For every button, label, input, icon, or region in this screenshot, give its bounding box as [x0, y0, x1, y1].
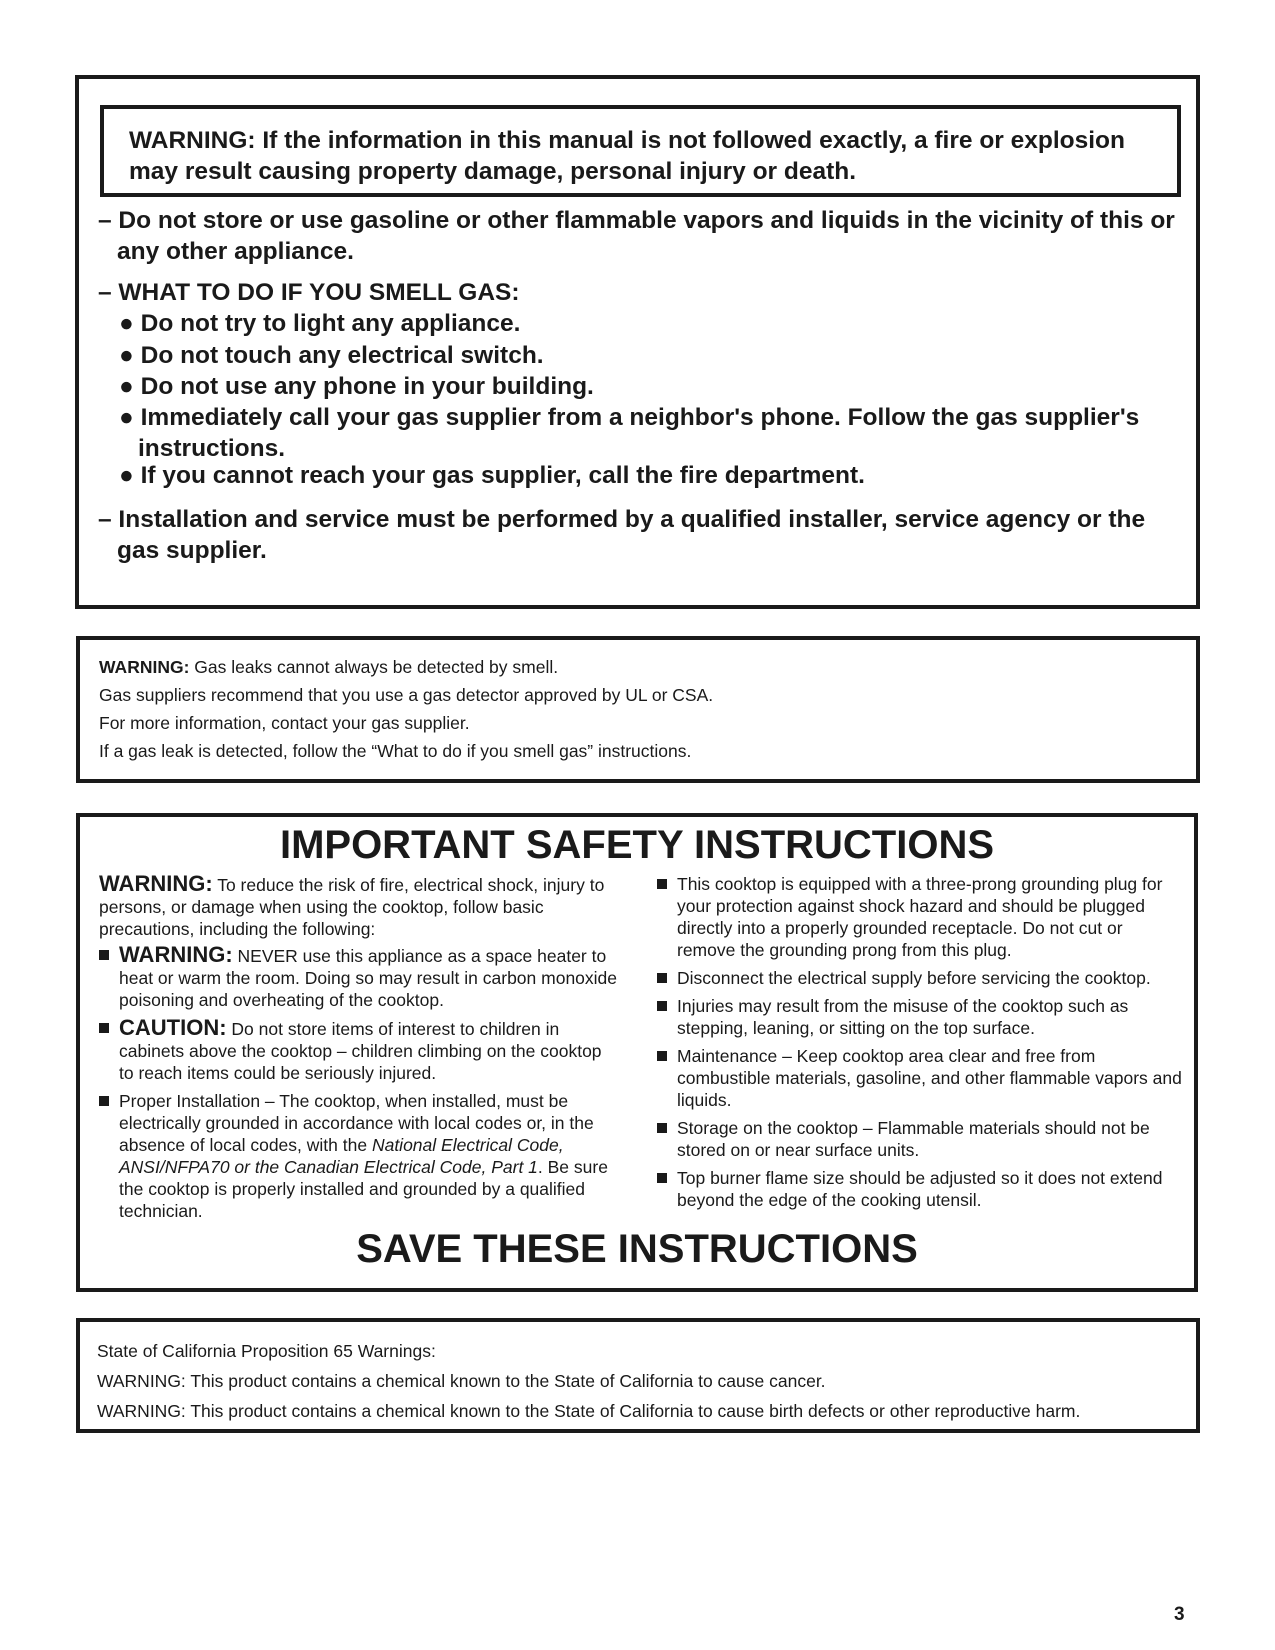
leak-warning-line: Gas suppliers recommend that you use a gas detector approved by UL or CSA.: [99, 685, 714, 705]
square-bullet-icon: [99, 950, 109, 960]
smell-gas-bullet: ● Do not try to light any appliance.: [119, 310, 521, 337]
smell-gas-bullet: ● If you cannot reach your gas supplier, call the fire department.: [119, 462, 865, 489]
smell-gas-bullet: ● Do not touch any electrical switch.: [119, 342, 544, 369]
smell-gas-heading: – WHAT TO DO IF YOU SMELL GAS:: [98, 279, 520, 306]
gas-warning-box: [75, 75, 1200, 609]
gas-warning-header-box: [100, 105, 1181, 197]
bullet-icon: ●: [119, 462, 134, 489]
leak-warning-line: WARNING: Gas leaks cannot always be detected by smell.: [99, 657, 559, 677]
prop65-heading: State of California Proposition 65 Warnings:: [97, 1341, 436, 1361]
no-flammables-item: – Do not store or use gasoline or other flammable vapors and liquids in the vicinity of this or any other appliance.: [98, 207, 1175, 265]
leak-warning-line: For more information, contact your gas supplier.: [99, 713, 470, 733]
safety-right-column: [657, 873, 1182, 1217]
square-bullet-icon: [657, 1173, 667, 1183]
smell-gas-bullet: ● Do not use any phone in your building.: [119, 373, 594, 400]
prop65-warning: WARNING: This product contains a chemical known to the State of California to cause cancer.: [97, 1371, 826, 1391]
smell-gas-bullet: ● Immediately call your gas supplier from a neighbor's phone. Follow the gas supplier's instructions.: [119, 404, 1140, 462]
page-number: 3: [1174, 1604, 1185, 1625]
safety-item: Top burner flame size should be adjusted so it does not extend beyond the edge of the cooking utensil.: [657, 1167, 1182, 1211]
square-bullet-icon: [99, 1023, 109, 1033]
square-bullet-icon: [657, 973, 667, 983]
prop65-warning: WARNING: This product contains a chemical known to the State of California to cause birth defects or other reproductive harm.: [97, 1401, 1081, 1421]
safety-item: This cooktop is equipped with a three-prong grounding plug for your protection against shock hazard and should be plugged directly into a properly grounded receptacle. Do not cut or remove the grounding prong from this plug.: [657, 873, 1182, 961]
bullet-icon: ●: [119, 342, 134, 369]
bullet-icon: ●: [119, 373, 134, 400]
safety-item: WARNING: NEVER use this appliance as a space heater to heat or warm the room. Doing so may result in carbon monoxide poisoning and overheating of the cooktop.: [99, 944, 619, 1011]
safety-intro: WARNING: To reduce the risk of fire, electrical shock, injury to persons, or damage when using the cooktop, follow basic precautions, including the following:: [99, 871, 605, 939]
gas-leak-warning-box: [76, 636, 1200, 783]
safety-item: Storage on the cooktop – Flammable materials should not be stored on or near surface units.: [657, 1117, 1182, 1161]
square-bullet-icon: [657, 1051, 667, 1061]
safety-item: Disconnect the electrical supply before servicing the cooktop.: [657, 967, 1182, 989]
safety-item: CAUTION: Do not store items of interest to children in cabinets above the cooktop – children climbing on the cooktop to reach items could be seriously injured.: [99, 1017, 619, 1084]
bullet-icon: ●: [119, 404, 134, 431]
leak-warning-line: If a gas leak is detected, follow the “What to do if you smell gas” instructions.: [99, 741, 692, 761]
save-instructions-footer: SAVE THESE INSTRUCTIONS: [356, 1227, 918, 1271]
safety-title: IMPORTANT SAFETY INSTRUCTIONS: [279, 823, 995, 867]
prop65-box: [76, 1318, 1200, 1433]
safety-instructions-box: [76, 813, 1198, 1292]
square-bullet-icon: [657, 1123, 667, 1133]
safety-left-column: [99, 873, 619, 1228]
square-bullet-icon: [657, 879, 667, 889]
safety-item: Injuries may result from the misuse of the cooktop such as stepping, leaning, or sitting on the top surface.: [657, 995, 1182, 1039]
square-bullet-icon: [657, 1001, 667, 1011]
safety-item: Proper Installation – The cooktop, when installed, must be electrically grounded in accordance with local codes or, in the absence of local codes, with the National Electrical Code, ANSI/NFPA70 or the Canadian Electrical Code, Part 1. Be sure the cooktop is properly installed and grounded by a qualified technician.: [99, 1090, 619, 1222]
safety-item: Maintenance – Keep cooktop area clear and free from combustible materials, gasoline, and other flammable vapors and liquids.: [657, 1045, 1182, 1111]
square-bullet-icon: [99, 1096, 109, 1106]
qualified-installer-item: – Installation and service must be performed by a qualified installer, service agency or the gas supplier.: [98, 506, 1146, 564]
gas-warning-header: WARNING: If the information in this manual is not followed exactly, a fire or explosion may result causing property damage, personal injury or death.: [129, 127, 1125, 185]
bullet-icon: ●: [119, 310, 134, 337]
